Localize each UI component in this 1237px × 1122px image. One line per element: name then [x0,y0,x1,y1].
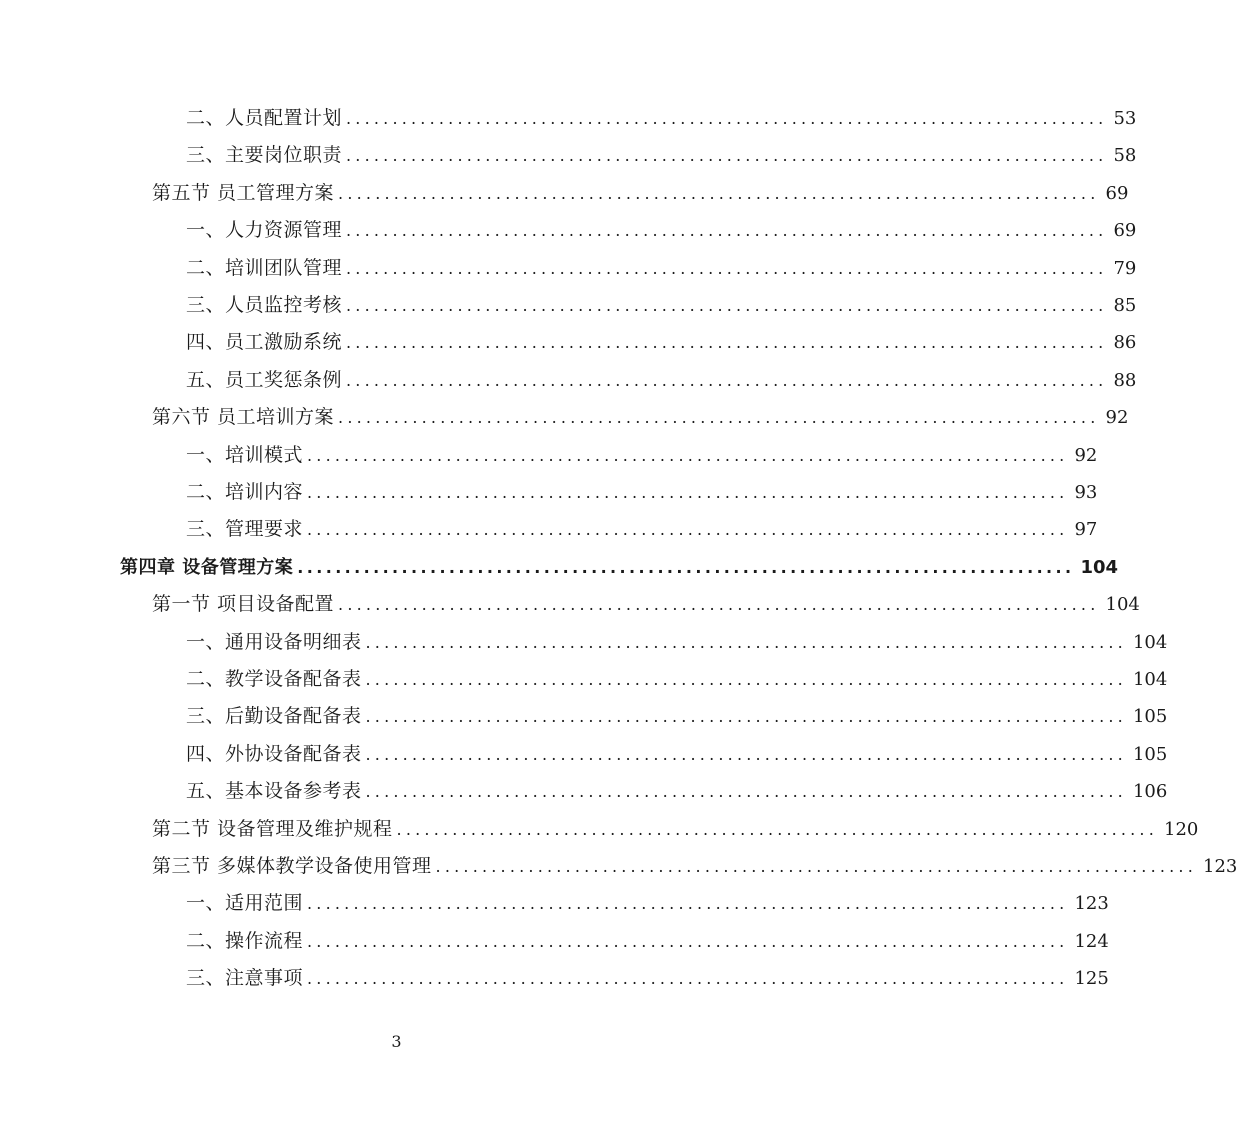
toc-entry-page: 104 [1080,556,1119,578]
toc-entry-page: 58 [1113,145,1137,167]
toc-entry-title: 四、外协设备配备表 [186,742,362,765]
toc-entry-page: 104 [1132,669,1168,690]
toc-entry-page: 105 [1132,706,1168,728]
toc-entry-title: 第二节 设备管理及维护规程 [152,817,393,840]
toc-entry-page: 125 [1074,968,1109,990]
toc-entry[interactable] [186,250,1137,287]
toc-entry[interactable] [152,399,1129,436]
toc-entry-title: 第三节 多媒体教学设备使用管理 [152,855,432,877]
toc-dot-leader: .................................................................................. [365,670,1127,689]
toc-entry-title: 一、适用范围 [186,892,304,915]
toc-dot-leader: .................................................................................. [307,969,1069,989]
toc-entry-title: 第六节 员工培训方案 [152,406,335,429]
toc-entry[interactable] [186,212,1137,249]
toc-entry[interactable] [186,923,1109,960]
toc-entry-title: 一、培训模式 [186,443,304,466]
toc-entry-title: 二、人员配置计划 [186,107,343,129]
toc-entry[interactable] [186,137,1137,174]
toc-entry[interactable] [120,549,1119,586]
toc-entry[interactable] [186,100,1137,137]
toc-dot-leader: .................................................................................. [346,296,1108,315]
toc-entry[interactable] [152,848,1237,885]
toc-dot-leader: .................................................................................. [346,109,1108,128]
toc-dot-leader: .................................................................................. [365,744,1127,764]
toc-entry-title: 三、管理要求 [186,518,304,541]
toc-entry-page: 69 [1113,220,1137,242]
toc-entry-title: 五、员工奖惩条例 [186,368,343,391]
toc-entry-page: 104 [1105,594,1140,616]
toc-entry[interactable] [152,586,1140,623]
toc-entry[interactable] [186,624,1168,661]
toc-entry[interactable] [186,324,1137,361]
toc-entry-page: 69 [1105,182,1129,204]
toc-dot-leader: .................................................................................. [307,445,1069,465]
toc-dot-leader: .................................................................................. [365,782,1127,802]
toc-entry-title: 二、培训团队管理 [186,256,343,279]
toc-entry-title: 第四章 设备管理方案 [120,556,294,578]
toc-dot-leader: .................................................................................. [307,931,1069,951]
toc-entry-title: 四、员工激励系统 [186,331,343,354]
toc-entry[interactable] [186,661,1168,698]
toc-dot-leader: .................................................................................. [365,707,1127,727]
toc-dot-leader: .................................................................................. [346,258,1108,278]
toc-dot-leader: .................................................................................. [396,819,1158,839]
page-number: 3 [391,1032,402,1051]
toc-entry[interactable] [186,773,1168,810]
toc-dot-leader: .................................................................................. [307,483,1069,502]
toc-entry[interactable] [186,960,1109,997]
toc-dot-leader: .................................................................................. [297,557,1075,577]
toc-entry[interactable] [186,511,1098,548]
toc-entry-page: 86 [1113,332,1137,354]
toc-entry-page: 106 [1132,781,1168,803]
toc-entry[interactable] [186,362,1137,399]
toc-entry[interactable] [186,437,1098,474]
toc-dot-leader: .................................................................................. [435,857,1197,876]
toc-entry[interactable] [186,885,1109,922]
toc-entry[interactable] [186,474,1098,511]
toc-entry-title: 五、基本设备参考表 [186,780,362,803]
toc-entry[interactable] [186,287,1137,324]
toc-entry-page: 79 [1113,257,1137,279]
toc-entry-title: 三、注意事项 [186,967,304,990]
toc-entry-title: 三、后勤设备配备表 [186,705,362,728]
toc-dot-leader: .................................................................................. [346,221,1108,241]
toc-entry[interactable] [152,811,1199,848]
toc-entry-title: 一、人力资源管理 [186,219,343,242]
toc-entry-title: 一、通用设备明细表 [186,630,362,653]
toc-entry-page: 53 [1113,108,1137,129]
toc-entry-page: 93 [1074,482,1098,503]
toc-entry-page: 123 [1203,856,1237,877]
toc-entry-page: 104 [1132,631,1168,653]
toc-entry-page: 88 [1113,369,1137,391]
toc-entry[interactable] [152,175,1129,212]
toc-dot-leader: .................................................................................. [346,333,1108,353]
toc-dot-leader: .................................................................................. [307,894,1069,914]
toc-entry-title: 二、操作流程 [186,929,304,952]
toc-entry-title: 第五节 员工管理方案 [152,181,335,204]
toc-entry[interactable] [186,736,1168,773]
toc-entry-title: 三、人员监控考核 [186,294,343,316]
toc-dot-leader: .................................................................................. [346,146,1108,166]
toc-entry-page: 123 [1074,893,1109,915]
toc-entry-title: 二、教学设备配备表 [186,668,362,690]
toc-dot-leader: .................................................................................. [307,520,1069,540]
toc-dot-leader: .................................................................................. [338,408,1100,428]
toc-dot-leader: .................................................................................. [346,370,1108,390]
toc-entry-title: 三、主要岗位职责 [186,144,343,167]
toc-entry-page: 97 [1074,519,1098,541]
toc-dot-leader: .................................................................................. [338,183,1100,203]
toc-entry-page: 120 [1164,818,1199,840]
toc-entry-page: 92 [1074,444,1098,466]
toc-entry[interactable] [186,698,1168,735]
toc-dot-leader: .................................................................................. [338,595,1100,615]
toc-dot-leader: .................................................................................. [365,632,1127,652]
toc-entry-page: 124 [1074,930,1109,952]
toc-entry-page: 85 [1113,295,1137,316]
toc-entry-page: 105 [1132,743,1168,765]
toc-entry-title: 第一节 项目设备配置 [152,593,335,616]
toc-entry-page: 92 [1105,407,1129,429]
toc-entry-title: 二、培训内容 [186,481,304,503]
